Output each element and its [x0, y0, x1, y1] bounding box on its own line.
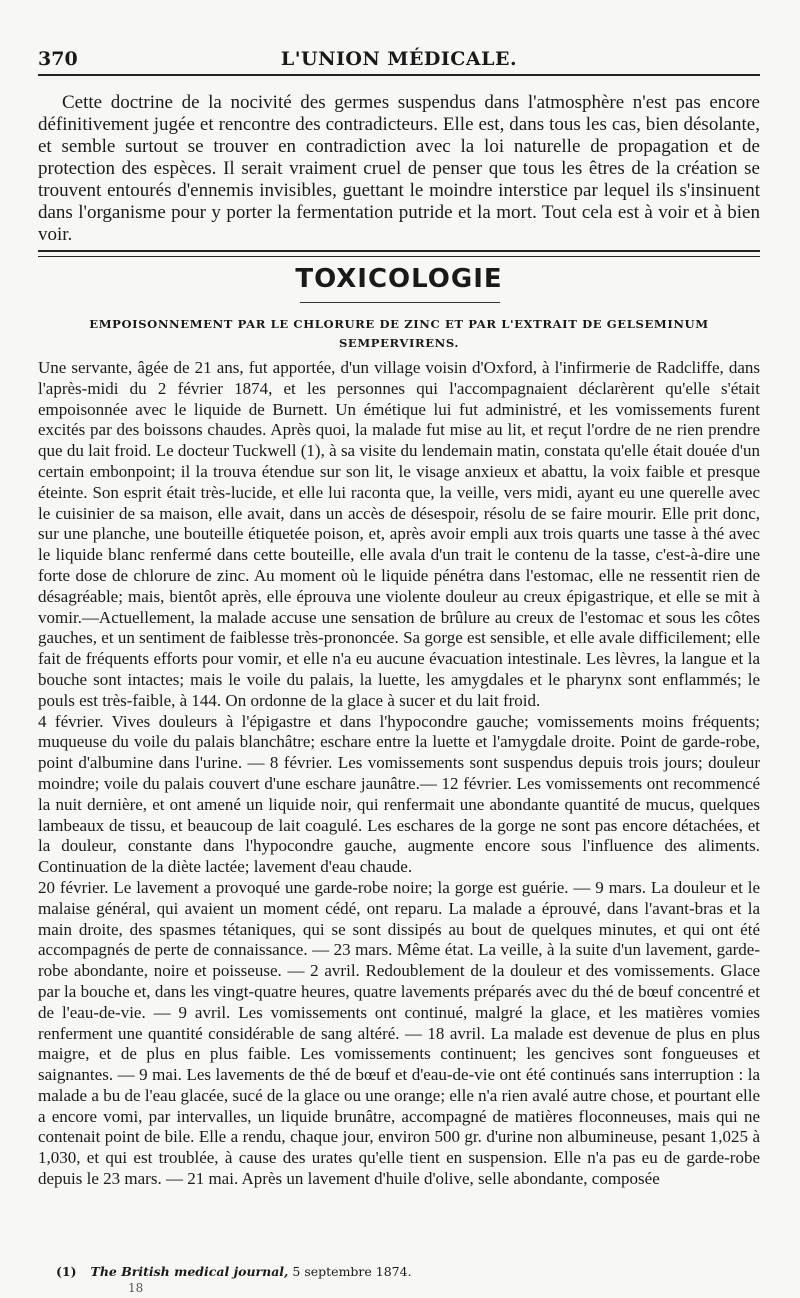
title-rule [300, 302, 500, 303]
intro-section [38, 92, 760, 246]
article-title: EMPOISONNEMENT PAR LE CHLORURE DE ZINC ET PAR L'EXTRAIT DE GELSEMINUM SEMPERVIRENS. [89, 317, 709, 350]
footnote [56, 1262, 760, 1282]
footnote-mark: (1) [56, 1264, 77, 1279]
paragraph: 4 février. Vives douleurs à l'épigastre et dans l'hypocondre gauche; vomissements moins fréquents; muqueuse du voile du palais blanchâtre; eschare entre la luette et l'amygdale droite. Point de garde-robe, point d'albumine dans l'urine. — 8 février. Les vomissements sont suspendus depuis trois jours; douleur moindre; voile du palais couvert d'une eschare jaunâtre.— 12 février. Les vomissements ont recommencé la nuit dernière, et ont amené un liquide noir, qui renfermait une abondante quantité de mucus, quelques lambeaux de tissu, et beaucoup de lait coagulé. Les eschares de la gorge ne sont pas encore détachées, et la douleur, constante dans l'hypocondre gauche, augmente encore sous l'influence des aliments. Continuation de la diète lactée; lavement d'eau chaude. [38, 711, 760, 877]
intro-paragraph: Cette doctrine de la nocivité des germes suspendus dans l'atmosphère n'est pas encore définitivement jugée et rencontre des contradicteurs. Elle est, dans tous les cas, bien désolante, et semble surtout se trouver en contradiction avec la loi naturelle de propagation et de protection des espèces. Il serait vraiment cruel de penser que tous les êtres de la création se trouvent entourés d'ennemis invisibles, guettant le moindre interstice par lequel ils s'insinuent dans l'organisme pour y porter la fermentation putride et la mort. Tout cela est à voir et à bien voir. [38, 92, 760, 245]
running-head [38, 44, 760, 76]
footnote-date: 5 septembre 1874. [292, 1264, 412, 1279]
footnote-journal: The British medical journal, [90, 1264, 289, 1279]
paragraph: Une servante, âgée de 21 ans, fut apportée, d'un village voisin d'Oxford, à l'infirmerie de Radcliffe, dans l'après-midi du 2 février 1874, et les personnes qui l'accompagnaient déclarèrent qu'elle s'était empoisonnée avec le liquide de Burnett. Un émétique lui fut administré, et les vomissements furent excités par des boissons chaudes. Après quoi, la malade fut mise au lit, et reçut l'ordre de ne rien prendre que du lait froid. Le docteur Tuckwell (1), à sa visite du lendemain matin, constata qu'elle était douée d'un certain embonpoint; il la trouva étendue sur son lit, le visage anxieux et abattu, la voix faible et presque éteinte. Son esprit était très-lucide, et elle lui raconta que, la veille, vers midi, ayant eu une querelle avec le cuisinier de sa maison, elle avait, dans un accès de désespoir, résolu de se faire mourir. Elle prit donc, sur une planche, une bouteille étiquetée poison, et, après avoir empli aux trois quarts une tasse à thé avec le liquide blanc renfermé dans cette bouteille, elle avala d'un trait le contenu de la tasse, c'est-à-dire une forte dose de chlorure de zinc. Au moment où le liquide pénétra dans l'estomac, elle ne ressentit rien de désagréable; mais, bientôt après, elle éprouva une violente douleur au creux épigastrique, et elle se mit à vomir.—Actuellement, la malade accuse une sensation de brûlure au creux de l'estomac et sous les côtes gauches, et un sentiment de faiblesse très-prononcée. Sa gorge est sensible, et elle avale difficilement; elle fait de fréquents efforts pour vomir, et elle n'a eu aucune évacuation intestinale. Les lèvres, la langue et la bouche sont intactes; mais le voile du palais, la luette, les amygdales et le pharynx sont enflammés; le pouls est très-faible, à 144. On ordonne de la glace à sucer et du lait froid. [38, 358, 760, 710]
journal-title: L'UNION MÉDICALE. [280, 48, 518, 70]
article-body [38, 358, 760, 1190]
section-divider [38, 250, 760, 257]
section-title: TOXICOLOGIE [295, 264, 503, 294]
page-number: 370 [38, 48, 78, 70]
signature-mark: 18 [128, 1281, 144, 1295]
paragraph: 20 février. Le lavement a provoqué une garde-robe noire; la gorge est guérie. — 9 mars. La douleur et le malaise général, qui avaient un moment cédé, ont reparu. La malade a éprouvé, dans l'avant-bras et la main droite, des spasmes tétaniques, qui se sont dissipés au bout de quelques minutes, et qui ont été accompagnés de perte de connaissance. — 23 mars. Même état. La veille, à la suite d'un lavement, garde-robe abondante, noire et poisseuse. — 2 avril. Redoublement de la douleur et des vomissements. Glace par la bouche et, dans les vingt-quatre heures, quatre lavements préparés avec du thé de bœuf concentré et de l'eau-de-vie. — 9 avril. Les vomissements ont continué, malgré la glace, et les matières vomies renferment une quantité considérable de sang altéré. — 18 avril. La malade est devenue de plus en plus maigre, et de plus en plus faible. Les vomissements continuent; les gencives sont fongueuses et saignantes. — 9 mai. Les lavements de thé de bœuf et d'eau-de-vie ont été continués sans interruption : la malade a bu de l'eau glacée, sucé de la glace ou une orange; elle n'a rien avalé autre chose, et pourtant elle a encore vomi, par intervalles, un liquide brunâtre, accompagné de matières floconneuses, mais qui ne contenait point de bile. Elle a rendu, chaque jour, environ 500 gr. d'urine non albumineuse, pesant 1,025 à 1,030, et qui est troublée, à cause des urates qu'elle tient en suspension. Elle n'a pas eu de garde-robe depuis le 23 mars. — 21 mai. Après un lavement d'huile d'olive, selle abondante, composée [38, 877, 760, 1189]
